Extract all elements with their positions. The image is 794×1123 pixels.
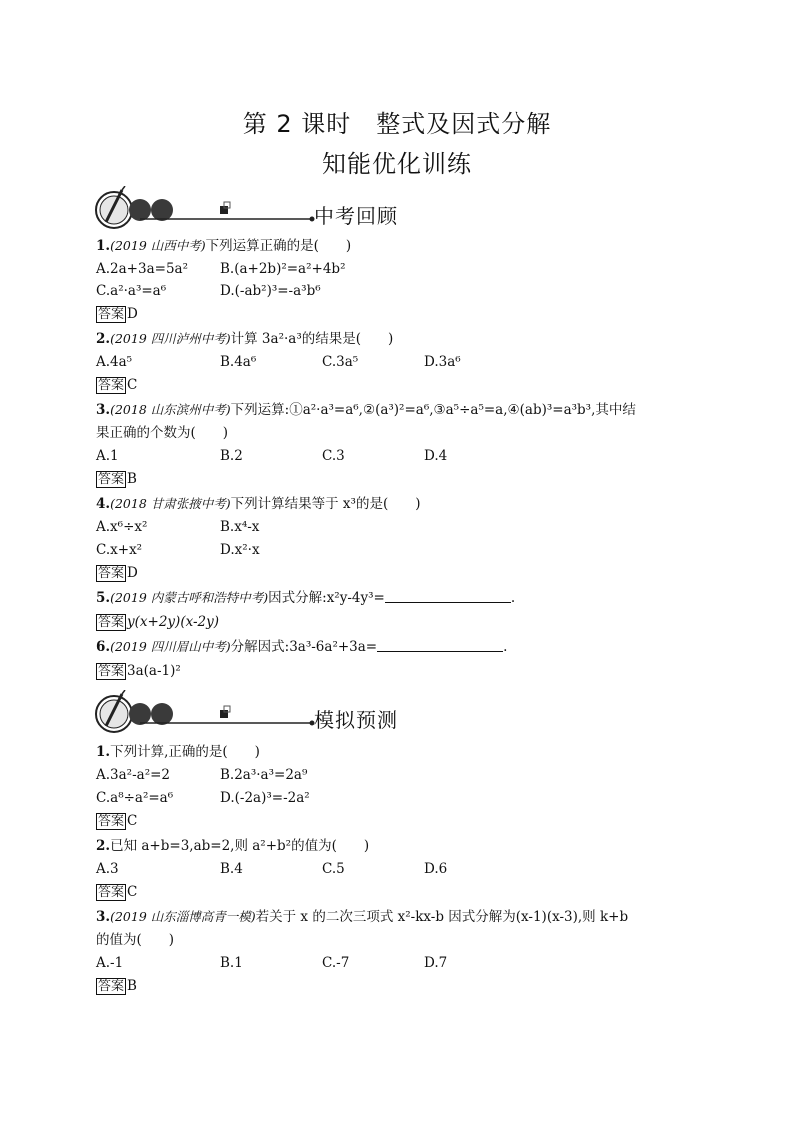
review-q1-option-d: D.(-ab²)³=-a³b⁶ [220, 283, 321, 299]
mock-q1-option-a: A.3a²-a²=2 [96, 767, 171, 783]
review-q2-answer: 答案 C [98, 377, 138, 393]
answer-label: 答案 [98, 566, 125, 581]
review-q3-answer: 答案 B [98, 471, 137, 487]
review-q4-answer: 答案 D [98, 565, 138, 581]
review-q3-option-d: D.4 [424, 448, 448, 464]
mock-q2-option-b: B.4 [220, 861, 243, 877]
review-q3-option-c: C.3 [322, 448, 345, 464]
mock-q2-option-c: C.5 [322, 861, 345, 877]
review-q4-option-b: B.x⁴-x [220, 519, 260, 535]
section-header-mock [92, 690, 422, 740]
mock-q1-option-c: C.a⁸÷a²=a⁶ [96, 790, 174, 806]
mock-q1-answer: 答案 C [98, 813, 138, 829]
review-q4-option-d: D.x²·x [220, 542, 260, 558]
review-q6-answer: 答案 3a(a-1)² [98, 663, 181, 679]
section-banner-icon [92, 186, 322, 236]
review-q5-stem: 5.(2019 内蒙古呼和浩特中考)因式分解:x²y-4y³= . [96, 590, 516, 606]
review-q6-stem: 6.(2019 四川眉山中考)分解因式:3a³-6a²+3a= . [96, 639, 508, 655]
mock-q3-stem-cont: 的值为( ) [96, 932, 175, 948]
answer-label: 答案 [98, 615, 125, 630]
mock-q1-option-d: D.(-2a)³=-2a² [220, 790, 310, 806]
answer-label: 答案 [98, 664, 125, 679]
answer-label: 答案 [98, 472, 125, 487]
mock-q3-stem: 3.(2019 山东淄博高青一模)若关于 x 的二次三项式 x²-kx-b 因式分解为(x-1)(x-3),则 k+b [96, 909, 629, 925]
mock-q3-option-a: A.-1 [96, 955, 124, 971]
review-q4-option-a: A.x⁶÷x² [96, 519, 148, 535]
review-q2-option-d: D.3a⁶ [424, 354, 461, 370]
answer-blank [385, 590, 511, 603]
review-q4-option-c: C.x+x² [96, 542, 143, 558]
mock-q3-option-b: B.1 [220, 955, 243, 971]
mock-q3-option-d: D.7 [424, 955, 448, 971]
answer-label: 答案 [98, 979, 125, 994]
review-q2-option-c: C.3a⁵ [322, 354, 359, 370]
mock-q3-answer: 答案 B [98, 978, 137, 994]
review-q3-stem: 3.(2018 山东滨州中考)下列运算:①a²·a³=a⁶,②(a³)²=a⁶,③a⁵÷a⁵=a,④(ab)³=a³b³,其中结 [96, 402, 636, 418]
lesson-subtitle: 知能优化训练 [322, 150, 472, 178]
answer-label: 答案 [98, 814, 125, 829]
answer-label: 答案 [98, 378, 125, 393]
answer-label: 答案 [98, 307, 125, 322]
section-title-review: 中考回顾 [314, 204, 398, 228]
review-q1-option-b: B.(a+2b)²=a²+4b² [220, 261, 346, 277]
mock-q3-option-c: C.-7 [322, 955, 350, 971]
review-q5-answer: 答案 y(x+2y)(x-2y) [98, 614, 220, 630]
review-q1-stem: 1.(2019 山西中考)下列运算正确的是( ) [96, 238, 352, 254]
review-q3-option-b: B.2 [220, 448, 243, 464]
mock-q2-option-d: D.6 [424, 861, 448, 877]
section-title-mock: 模拟预测 [314, 708, 398, 732]
review-q1-answer: 答案 D [98, 306, 138, 322]
review-q2-option-a: A.4a⁵ [96, 354, 133, 370]
section-banner-icon [92, 690, 322, 740]
mock-q1-stem: 1.下列计算,正确的是( ) [96, 744, 260, 760]
review-q2-option-b: B.4a⁶ [220, 354, 257, 370]
review-q1-option-a: A.2a+3a=5a² [96, 261, 188, 277]
review-q3-stem-cont: 果正确的个数为( ) [96, 425, 229, 441]
review-q2-stem: 2.(2019 四川泸州中考)计算 3a²·a³的结果是( ) [96, 331, 394, 347]
mock-q2-stem: 2.已知 a+b=3,ab=2,则 a²+b²的值为( ) [96, 838, 370, 854]
section-header-review [92, 186, 422, 236]
answer-blank [377, 639, 503, 652]
answer-label: 答案 [98, 885, 125, 900]
review-q4-stem: 4.(2018 甘肃张掖中考)下列计算结果等于 x³的是( ) [96, 496, 421, 512]
review-q3-option-a: A.1 [96, 448, 119, 464]
mock-q2-answer: 答案 C [98, 884, 138, 900]
mock-q2-option-a: A.3 [96, 861, 119, 877]
review-q1-option-c: C.a²·a³=a⁶ [96, 283, 167, 299]
lesson-title: 第 2 课时 整式及因式分解 [242, 110, 552, 138]
mock-q1-option-b: B.2a³·a³=2a⁹ [220, 767, 308, 783]
